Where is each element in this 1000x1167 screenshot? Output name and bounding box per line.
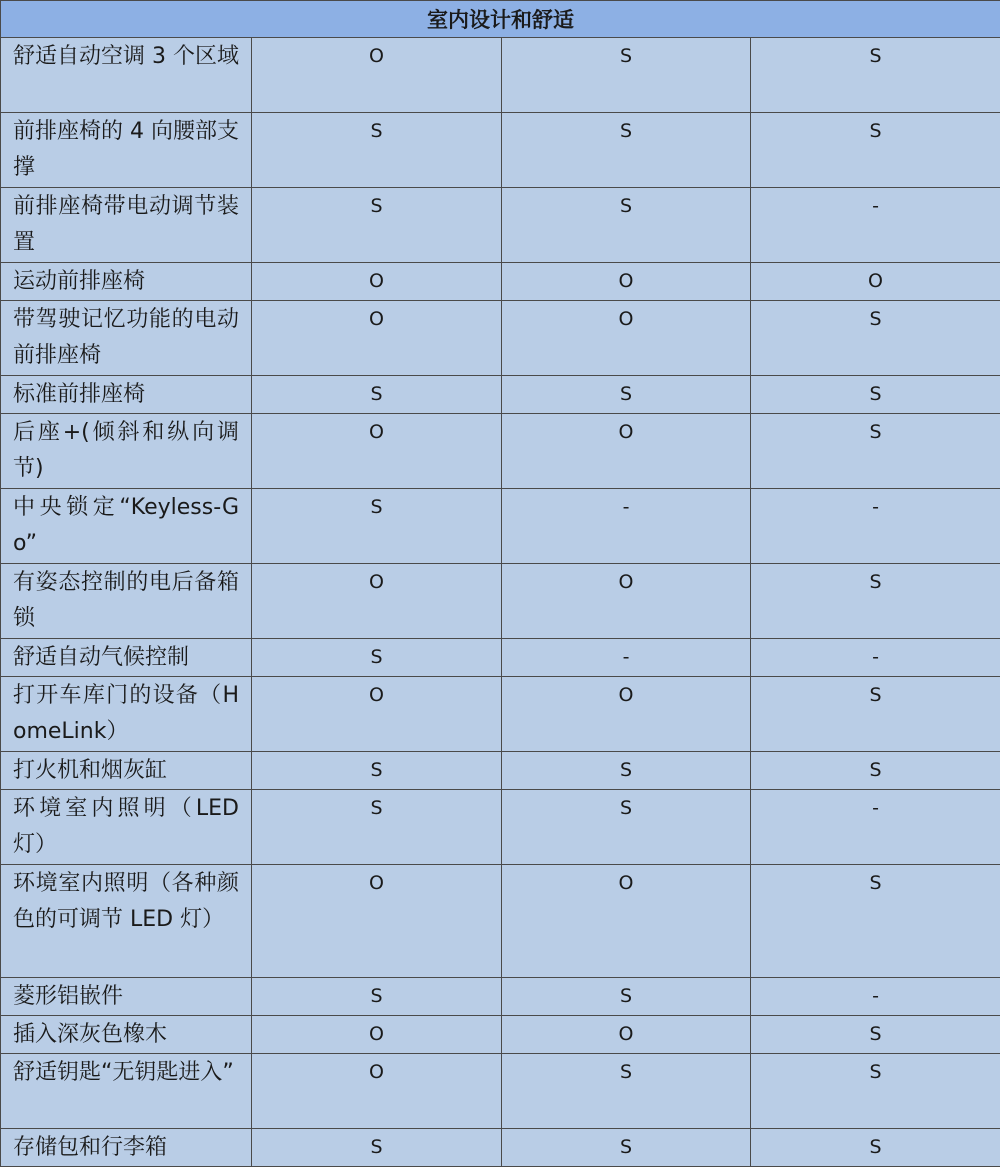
value-cell: S bbox=[252, 790, 502, 865]
table-row bbox=[1, 1129, 1000, 1167]
feature-cell: 环境室内照明（各种颜色的可调节 LED 灯） bbox=[1, 865, 252, 978]
value-cell: O bbox=[502, 564, 751, 639]
table-row bbox=[1, 978, 1000, 1016]
table-row bbox=[1, 865, 1000, 978]
value-cell: S bbox=[502, 790, 751, 865]
table-row bbox=[1, 188, 1000, 263]
table-row bbox=[1, 376, 1000, 414]
value-cell: S bbox=[252, 376, 502, 414]
value-cell: O bbox=[502, 677, 751, 752]
feature-cell: 舒适自动气候控制 bbox=[1, 639, 252, 677]
table-row bbox=[1, 301, 1000, 376]
feature-cell: 舒适自动空调 3 个区域 bbox=[1, 38, 252, 113]
feature-cell: 标准前排座椅 bbox=[1, 376, 252, 414]
value-cell: S bbox=[502, 38, 751, 113]
table-row bbox=[1, 414, 1000, 489]
value-cell: - bbox=[751, 489, 1000, 564]
value-cell: S bbox=[502, 1054, 751, 1129]
value-cell: S bbox=[751, 865, 1000, 978]
table-header-row bbox=[1, 1, 1000, 38]
feature-cell: 打火机和烟灰缸 bbox=[1, 752, 252, 790]
value-cell: O bbox=[252, 1054, 502, 1129]
table-body bbox=[1, 38, 1000, 1167]
value-cell: S bbox=[252, 489, 502, 564]
value-cell: O bbox=[252, 38, 502, 113]
value-cell: O bbox=[252, 865, 502, 978]
value-cell: O bbox=[252, 414, 502, 489]
value-cell: S bbox=[252, 752, 502, 790]
value-cell: S bbox=[502, 752, 751, 790]
value-cell: S bbox=[252, 978, 502, 1016]
feature-cell: 后座+(倾斜和纵向调节) bbox=[1, 414, 252, 489]
value-cell: - bbox=[751, 188, 1000, 263]
table-row bbox=[1, 639, 1000, 677]
table-row bbox=[1, 790, 1000, 865]
value-cell: O bbox=[502, 1016, 751, 1054]
feature-cell: 前排座椅带电动调节装置 bbox=[1, 188, 252, 263]
table-row bbox=[1, 489, 1000, 564]
value-cell: O bbox=[502, 414, 751, 489]
value-cell: S bbox=[751, 677, 1000, 752]
value-cell: O bbox=[502, 263, 751, 301]
table-title: 室内设计和舒适 bbox=[1, 1, 1000, 38]
value-cell: - bbox=[751, 978, 1000, 1016]
value-cell: O bbox=[252, 677, 502, 752]
value-cell: O bbox=[751, 263, 1000, 301]
value-cell: - bbox=[502, 639, 751, 677]
value-cell: - bbox=[502, 489, 751, 564]
value-cell: - bbox=[751, 790, 1000, 865]
feature-cell: 插入深灰色橡木 bbox=[1, 1016, 252, 1054]
feature-cell: 带驾驶记忆功能的电动前排座椅 bbox=[1, 301, 252, 376]
value-cell: - bbox=[751, 639, 1000, 677]
value-cell: S bbox=[502, 113, 751, 188]
value-cell: S bbox=[751, 564, 1000, 639]
value-cell: S bbox=[751, 376, 1000, 414]
value-cell: S bbox=[502, 188, 751, 263]
value-cell: S bbox=[252, 188, 502, 263]
value-cell: S bbox=[751, 1129, 1000, 1167]
value-cell: S bbox=[751, 752, 1000, 790]
value-cell: O bbox=[502, 865, 751, 978]
value-cell: S bbox=[751, 301, 1000, 376]
table-row bbox=[1, 564, 1000, 639]
value-cell: S bbox=[502, 978, 751, 1016]
value-cell: O bbox=[502, 301, 751, 376]
feature-cell: 环境室内照明（LED 灯） bbox=[1, 790, 252, 865]
table-row bbox=[1, 752, 1000, 790]
table-row bbox=[1, 113, 1000, 188]
feature-cell: 打开车库门的设备（HomeLink） bbox=[1, 677, 252, 752]
value-cell: S bbox=[751, 1016, 1000, 1054]
feature-cell: 有姿态控制的电后备箱锁 bbox=[1, 564, 252, 639]
value-cell: O bbox=[252, 564, 502, 639]
table-row bbox=[1, 677, 1000, 752]
value-cell: S bbox=[751, 38, 1000, 113]
value-cell: S bbox=[252, 113, 502, 188]
feature-cell: 舒适钥匙“无钥匙进入” bbox=[1, 1054, 252, 1129]
value-cell: S bbox=[252, 1129, 502, 1167]
value-cell: S bbox=[252, 639, 502, 677]
feature-cell: 前排座椅的 4 向腰部支撑 bbox=[1, 113, 252, 188]
feature-cell: 运动前排座椅 bbox=[1, 263, 252, 301]
table-row bbox=[1, 1016, 1000, 1054]
table-row bbox=[1, 263, 1000, 301]
value-cell: S bbox=[502, 1129, 751, 1167]
value-cell: O bbox=[252, 301, 502, 376]
feature-cell: 存储包和行李箱 bbox=[1, 1129, 252, 1167]
value-cell: S bbox=[751, 414, 1000, 489]
value-cell: S bbox=[751, 1054, 1000, 1129]
value-cell: O bbox=[252, 1016, 502, 1054]
feature-cell: 中央锁定“Keyless-Go” bbox=[1, 489, 252, 564]
table-row bbox=[1, 38, 1000, 113]
value-cell: O bbox=[252, 263, 502, 301]
value-cell: S bbox=[751, 113, 1000, 188]
value-cell: S bbox=[502, 376, 751, 414]
feature-cell: 菱形铝嵌件 bbox=[1, 978, 252, 1016]
table-row bbox=[1, 1054, 1000, 1129]
